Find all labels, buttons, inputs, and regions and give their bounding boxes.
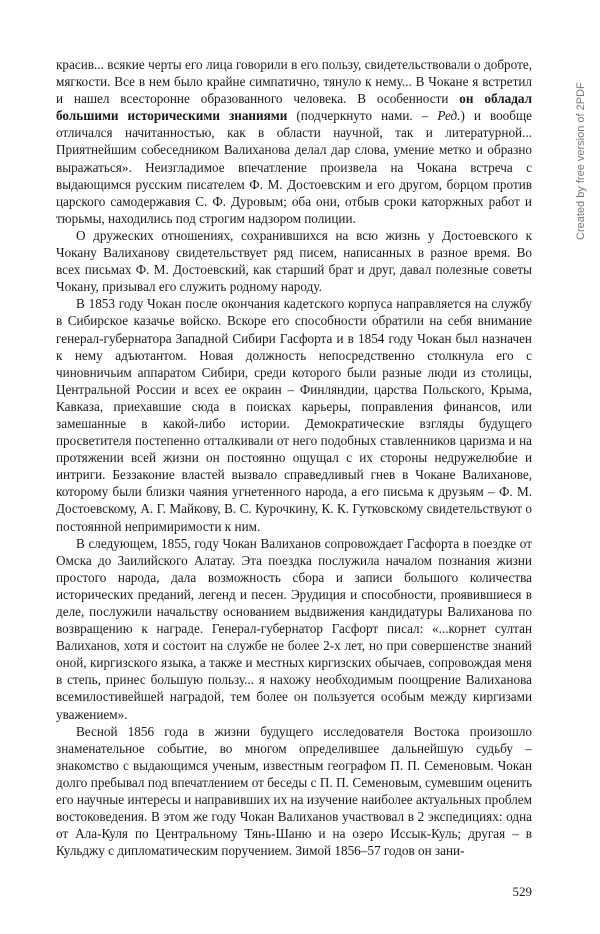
paragraph-2: О дружеских отношениях, сохранившихся на всю жизнь у Достоевского к Чокану Валиханову свидетельствует ряд писем, написанных в разное время. Во всех письмах Ф. М. Достоевский, как старший брат и друг, давал полезные советы Чокану, призывал его служить родному народу. [56, 227, 532, 295]
page-number: 529 [512, 884, 532, 899]
paragraph-1-text-a: красив... всякие черты его лица говорили в его пользу, свидетельствовали о доброте, мягкости. Все в нем было крайне симпатично, тянуло к нему... В Чокане я встретил и нашел всесторонне образованного человека. В особенности [56, 57, 532, 107]
paragraph-1-text-e: ) и вообще отличался начитанностью, как в области научной, так и литературной... Приятнейшим собеседником Валиханова делал дар слова, умение метко и образно выражаться». Неизгладимое впечатление произвела на Чокана встреча с выдающимся русским писателем Ф. М. Достоевским и его другом, борцом против царского самодержавия С. Ф. Дуровым; оба они, отбыв сроки каторжных работ и тюрьмы, находились под строгим надзором полиции. [56, 108, 532, 226]
paragraph-1-text-c: (подчеркнуто нами. – [287, 108, 438, 124]
paragraph-1 [56, 56, 532, 227]
document-page [56, 56, 532, 859]
paragraph-5: Весной 1856 года в жизни будущего исследователя Востока произошло знаменательное событие, во многом определившее дальнейшую судьбу – знакомство с выдающимся ученым, известным географом П. П. Семеновым. Чокан долго пребывал под впечатлением от беседы с П. П. Семеновым, сумевшим оценить его научные интересы и направивших их на изучение наиболее актуальных проблем востоковедения. В этом же году Чокан Валиханов участвовал в 2 экспедициях: одна от Ала-Куля по Центральному Тянь-Шаню и на озеро Иссык-Куль; другая – в Кульджу с дипломатическим поручением. Зимой 1856–57 годов он зани- [56, 723, 532, 859]
paragraph-3: В 1853 году Чокан после окончания кадетского корпуса направляется на службу в Сибирское казачье войско. Вскоре его способности обратили на себя внимание генерал-губернатора Западной Сибири Гасфорта и в 1854 году Чокан был назначен к нему адъютантом. Новая должность непосредственно столкнула его с чиновничьим аппаратом Сибири, среди которого были разные люди из столицы, Центральной России и всех ее окраин – Финляндии, царства Польского, Крыма, Кавказа, приехавшие сюда в поисках карьеры, поправления финансов, или замешанные в какой-либо истории. Демократические взгляды будущего просветителя постепенно отталкивали от него подобных ставленников царизма и на протяжении всей жизни он постоянно ощущал с их стороны недружелюбие и интриги. Беззаконие властей вызвало справедливый гнев в Чокане Валиханове, которому были близки чаяния угнетенного народа, а его письма к друзьям – Ф. М. Достоевскому, А. Г. Майкову, В. С. Курочкину, К. К. Гутковскому свидетельствуют о постоянной непримиримости к ним. [56, 296, 532, 534]
paragraph-4: В следующем, 1855, году Чокан Валиханов сопровождает Гасфорта в поездке от Омска до Заилийского Алатау. Эта поездка послужила началом познания жизни простого народа, дала возможность сбора и записи большого количества исторических преданий, легенд и песен. Эрудиция и способности, проявившиеся в деле, послужили начальству основанием выдвижения кандидатуры Валиханова по возвращению к награде. Генерал-губернатор Гасфорт писал: «...корнет султан Валиханов, хотя и состоит на службе не более 2-х лет, но при совершенстве знаний оной, киргизского языка, а также и местных киргизских обычаев, сопровождая меня в степь, принес большую пользу... я нахожу необходимым поощрение Валиханова всемилостивейшей наградой, тем более он пользуется особым между киргизами уважением». [56, 535, 532, 722]
watermark-text: Created by free version of 2PDF [575, 82, 587, 240]
paragraph-1-bold-phrase: он обладал большими историческими знаниями [56, 91, 532, 124]
paragraph-1-editor-note: Ред. [437, 108, 461, 124]
